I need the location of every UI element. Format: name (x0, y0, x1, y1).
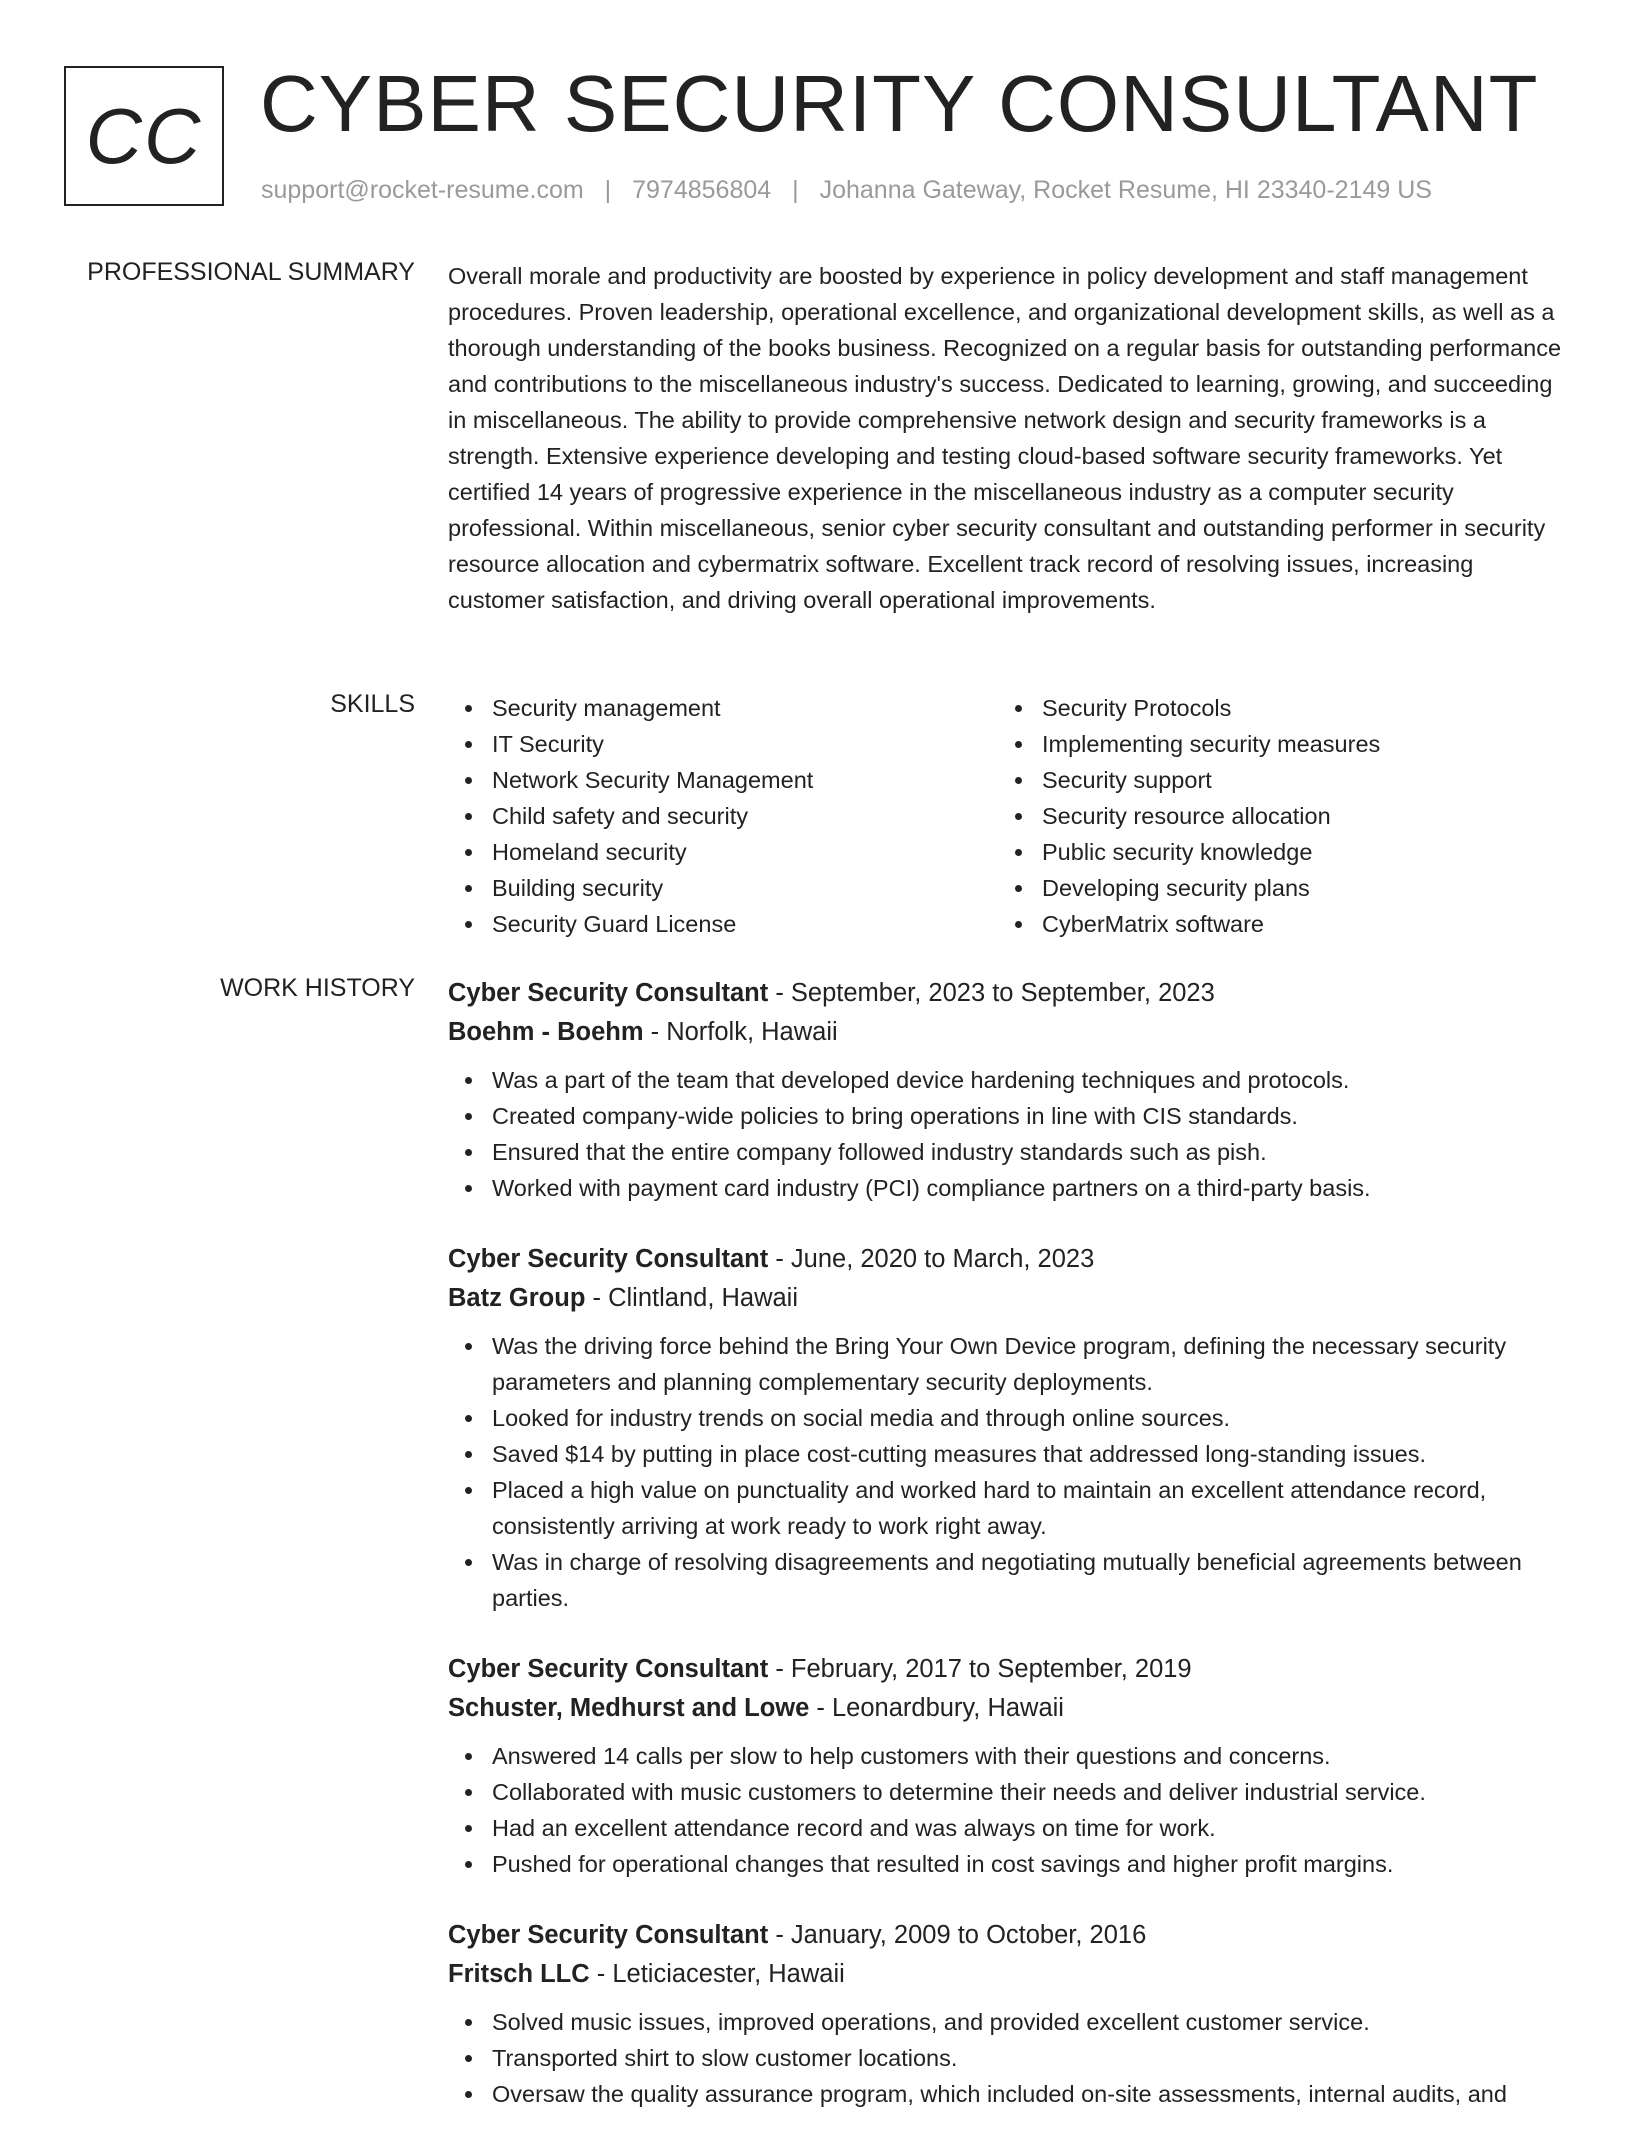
job-location: Leonardbury, Hawaii (831, 1694, 1064, 1722)
job-bullet: Worked with payment card industry (PCI) compliance partners on a third-party basis. (448, 1170, 1564, 1206)
job-company: Schuster, Medhurst and Lowe (448, 1694, 810, 1722)
job-title: Cyber Security Consultant (448, 979, 769, 1007)
job-bullet: Pushed for operational changes that resulted in cost savings and higher profit margins. (448, 1846, 1564, 1882)
job-entry (448, 1240, 1564, 1616)
contact-separator: | (792, 176, 799, 204)
job-company: Boehm - Boehm (448, 1018, 644, 1046)
contact-address: Johanna Gateway, Rocket Resume, HI 23340-2149 US (819, 176, 1432, 204)
job-company: Fritsch LLC (448, 1960, 590, 1988)
job-title: Cyber Security Consultant (448, 1655, 769, 1683)
skill-item: Building security (448, 870, 998, 906)
job-bullet: Was the driving force behind the Bring Your Own Device program, defining the necessary security parameters and planning complementary security deployments. (448, 1328, 1564, 1400)
summary-label: PROFESSIONAL SUMMARY (87, 258, 415, 286)
skills-right-column (998, 690, 1548, 942)
skills-columns (448, 690, 1564, 942)
job-entry (448, 974, 1564, 1206)
job-dates: September, 2023 to September, 2023 (790, 979, 1215, 1007)
job-bullet: Was a part of the team that developed device hardening techniques and protocols. (448, 1062, 1564, 1098)
skill-item: Developing security plans (998, 870, 1548, 906)
skill-item: CyberMatrix software (998, 906, 1548, 942)
skill-item: Implementing security measures (998, 726, 1548, 762)
skill-item: Network Security Management (448, 762, 998, 798)
job-header: Cyber Security Consultant - January, 2009 to October, 2016 (448, 1921, 1147, 1949)
job-dates: June, 2020 to March, 2023 (790, 1245, 1095, 1273)
job-title: Cyber Security Consultant (448, 1245, 769, 1273)
skill-item: Homeland security (448, 834, 998, 870)
job-location: Clintland, Hawaii (608, 1284, 799, 1312)
job-bullets (448, 2004, 1564, 2112)
skill-item: IT Security (448, 726, 998, 762)
job-dates: February, 2017 to September, 2019 (790, 1655, 1192, 1683)
job-bullet: Was in charge of resolving disagreements and negotiating mutually beneficial agreements between parties. (448, 1544, 1564, 1616)
job-company-line: Fritsch LLC - Leticiacester, Hawaii (448, 1960, 845, 1988)
job-bullets (448, 1738, 1564, 1882)
job-bullet: Answered 14 calls per slow to help customers with their questions and concerns. (448, 1738, 1564, 1774)
job-header: Cyber Security Consultant - September, 2023 to September, 2023 (448, 979, 1215, 1007)
summary-body (448, 258, 1564, 618)
skill-item: Security resource allocation (998, 798, 1548, 834)
contact-line (261, 176, 1432, 205)
monogram-initials: CC (85, 91, 203, 180)
page-title: CYBER SECURITY CONSULTANT (260, 59, 1539, 148)
job-bullet: Collaborated with music customers to determine their needs and deliver industrial service. (448, 1774, 1564, 1810)
summary-text: Overall morale and productivity are boosted by experience in policy development and staff management procedures. Proven leadership, operational excellence, and organizational development skills, as well as a thorough understanding of the books business. Recognized on a regular basis for outstanding performance and contributions to the miscellaneous industry's success. Dedicated to learning, growing, and succeeding in miscellaneous. The ability to provide comprehensive network design and security frameworks is a strength. Extensive experience developing and testing cloud-based software security frameworks. Yet certified 14 years of progressive experience in the miscellaneous industry as a computer security professional. Within miscellaneous, senior cyber security consultant and outstanding performer in security resource allocation and cybermatrix software. Excellent track record of resolving issues, increasing customer satisfaction, and driving overall operational improvements. (448, 263, 1562, 613)
job-header: Cyber Security Consultant - June, 2020 to March, 2023 (448, 1245, 1095, 1273)
job-bullet: Created company-wide policies to bring operations in line with CIS standards. (448, 1098, 1564, 1134)
job-company: Batz Group (448, 1284, 586, 1312)
skill-item: Child safety and security (448, 798, 998, 834)
skills-body (448, 690, 1564, 942)
job-company-line: Schuster, Medhurst and Lowe - Leonardbury, Hawaii (448, 1694, 1064, 1722)
skill-item: Security Guard License (448, 906, 998, 942)
work-body (448, 974, 1564, 2146)
job-bullet: Saved $14 by putting in place cost-cutting measures that addressed long-standing issues. (448, 1436, 1564, 1472)
job-entry (448, 1650, 1564, 1882)
job-header: Cyber Security Consultant - February, 2017 to September, 2019 (448, 1655, 1192, 1683)
job-bullet: Transported shirt to slow customer locations. (448, 2040, 1564, 2076)
job-bullet: Solved music issues, improved operations, and provided excellent customer service. (448, 2004, 1564, 2040)
job-bullets (448, 1328, 1564, 1616)
job-location: Leticiacester, Hawaii (612, 1960, 845, 1988)
job-bullet: Looked for industry trends on social media and through online sources. (448, 1400, 1564, 1436)
contact-email: support@rocket-resume.com (261, 176, 584, 204)
monogram-box (64, 66, 224, 206)
job-bullets (448, 1062, 1564, 1206)
skill-item: Public security knowledge (998, 834, 1548, 870)
job-bullet: Ensured that the entire company followed industry standards such as pish. (448, 1134, 1564, 1170)
skills-label: SKILLS (330, 690, 415, 718)
contact-separator: | (604, 176, 612, 204)
work-label: WORK HISTORY (220, 974, 415, 1002)
job-bullet: Oversaw the quality assurance program, which included on-site assessments, internal audits, and (448, 2076, 1564, 2112)
skill-item: Security support (998, 762, 1548, 798)
contact-phone: 7974856804 (632, 176, 772, 204)
job-title: Cyber Security Consultant (448, 1921, 769, 1949)
job-company-line: Batz Group - Clintland, Hawaii (448, 1284, 799, 1312)
job-location: Norfolk, Hawaii (666, 1018, 838, 1046)
skills-left-column (448, 690, 998, 942)
job-bullet: Had an excellent attendance record and was always on time for work. (448, 1810, 1564, 1846)
job-dates: January, 2009 to October, 2016 (790, 1921, 1147, 1949)
job-entry (448, 1916, 1564, 2112)
skill-item: Security Protocols (998, 690, 1548, 726)
skill-item: Security management (448, 690, 998, 726)
job-company-line: Boehm - Boehm - Norfolk, Hawaii (448, 1018, 838, 1046)
job-bullet: Placed a high value on punctuality and worked hard to maintain an excellent attendance record, consistently arriving at work ready to work right away. (448, 1472, 1564, 1544)
